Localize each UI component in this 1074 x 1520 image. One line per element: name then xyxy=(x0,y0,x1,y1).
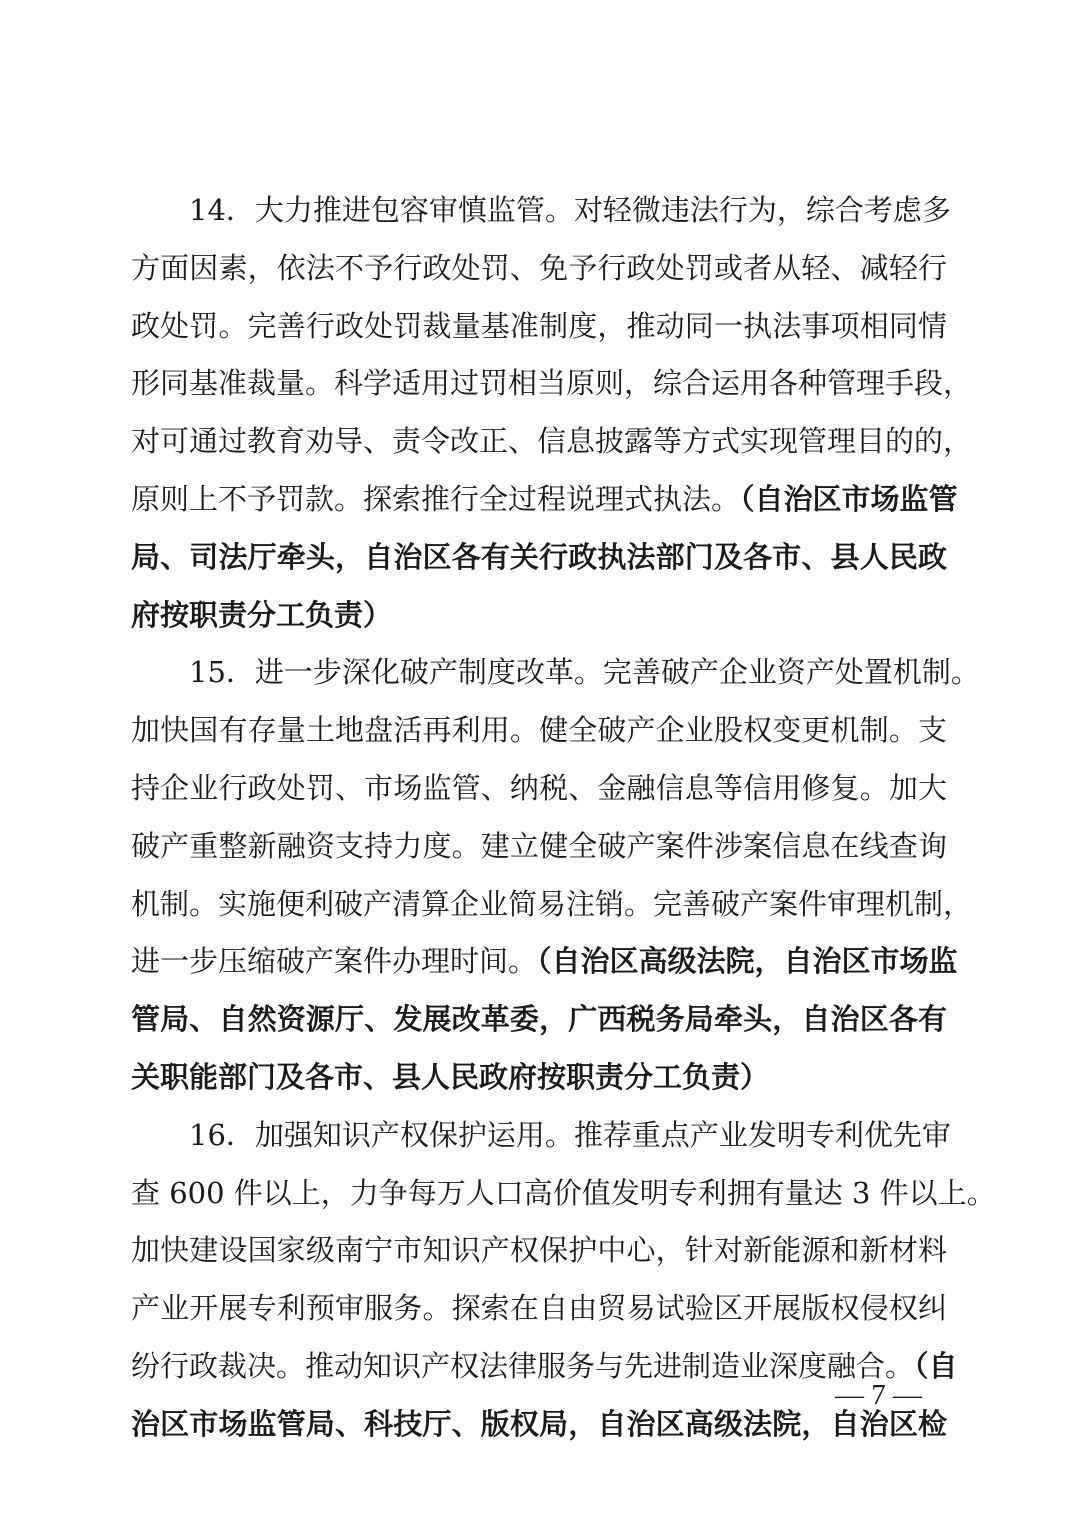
paragraph-16-line-1: 16．加强知识产权保护运用。推荐重点产业发明专利优先审 xyxy=(189,1117,951,1152)
page-number: — 7 — xyxy=(835,1379,922,1411)
paragraph-16-line-5-text: 纷行政裁决。推动知识产权法律服务与先进制造业深度融合。 xyxy=(131,1348,915,1383)
paragraph-16-line-2: 查 600 件以上，力争每万人口高价值发明专利拥有量达 3 件以上。 xyxy=(131,1175,996,1210)
paragraph-14-line-6-text: 原则上不予罚款。探索推行全过程说理式执法。 xyxy=(131,481,741,516)
paragraph-15-line-6-text: 进一步压缩破产案件办理时间。 xyxy=(131,944,538,979)
paragraph-16-line-5 xyxy=(131,1338,958,1396)
body-text xyxy=(131,182,996,1454)
paragraph-15-line-7: 管局、自然资源厅、发展改革委，广西税务局牵头，自治区各有 xyxy=(131,1002,947,1037)
paragraph-15-line-6 xyxy=(131,933,958,991)
paragraph-14-line-2: 方面因素，依法不予行政处罚、免予行政处罚或者从轻、减轻行 xyxy=(131,250,947,285)
paragraph-15-line-8: 关职能部门及各市、县人民政府按职责分工负责） xyxy=(131,1059,770,1094)
paragraph-15-responsibility-start: （自治区高级法院，自治区市场监 xyxy=(537,944,958,979)
paragraph-14-line-8: 府按职责分工负责） xyxy=(131,597,393,632)
paragraph-16-line-3: 加快建设国家级南宁市知识产权保护中心，针对新能源和新材料 xyxy=(131,1233,947,1268)
paragraph-15-line-5: 机制。实施便利破产清算企业简易注销。完善破产案件审理机制， xyxy=(131,886,973,921)
paragraph-15-line-4: 破产重整新融资支持力度。建立健全破产案件涉案信息在线查询 xyxy=(131,828,947,863)
paragraph-14-line-3: 政处罚。完善行政处罚裁量基准制度，推动同一执法事项相同情 xyxy=(131,308,947,343)
paragraph-15-line-3: 持企业行政处罚、市场监管、纳税、金融信息等信用修复。加大 xyxy=(131,770,947,805)
paragraph-14-line-7: 局、司法厅牵头，自治区各有关行政执法部门及各市、县人民政 xyxy=(131,539,947,574)
paragraph-15-line-1: 15．进一步深化破产制度改革。完善破产企业资产处置机制。 xyxy=(189,655,980,690)
paragraph-14-line-1: 14．大力推进包容审慎监管。对轻微违法行为，综合考虑多 xyxy=(189,193,951,227)
paragraph-14-line-5: 对可通过教育劝导、责令改正、信息披露等方式实现管理目的的， xyxy=(131,424,973,459)
paragraph-16-responsibility-start: （自 xyxy=(914,1348,958,1383)
paragraph-16-line-4: 产业开展专利预审服务。探索在自由贸易试验区开展版权侵权纠 xyxy=(131,1291,947,1326)
paragraph-14-responsibility-start: （自治区市场监管 xyxy=(740,481,958,516)
paragraph-14-line-4: 形同基准裁量。科学适用过罚相当原则，综合运用各种管理手段， xyxy=(131,366,973,401)
paragraph-14-line-6 xyxy=(131,471,958,529)
paragraph-15-line-2: 加快国有存量土地盘活再利用。健全破产企业股权变更机制。支 xyxy=(131,713,947,748)
paragraph-16-line-6: 治区市场监管局、科技厅、版权局，自治区高级法院，自治区检 xyxy=(131,1406,947,1441)
